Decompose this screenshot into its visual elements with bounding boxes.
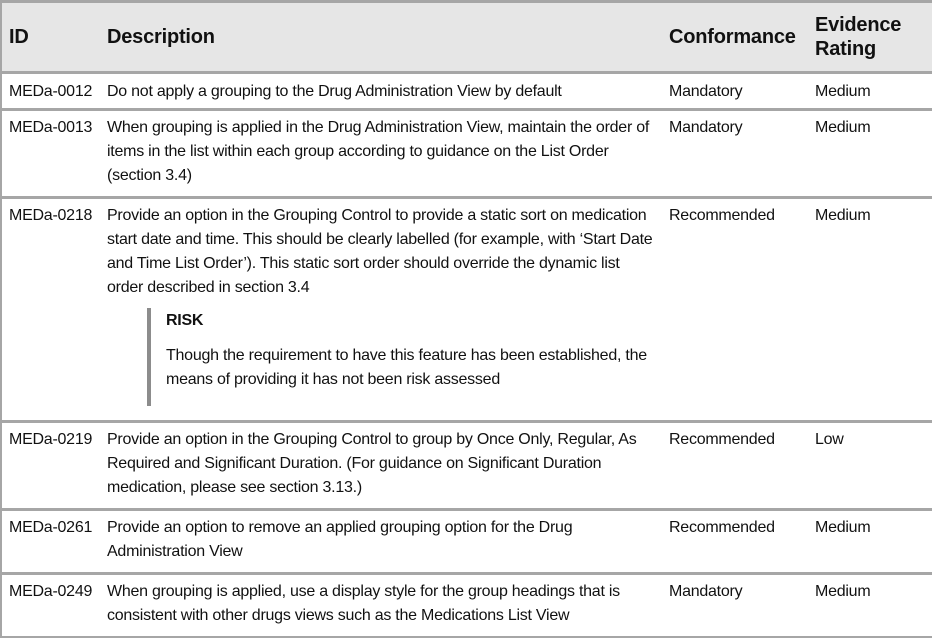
table-row (1, 73, 932, 110)
cell-conformance: Mandatory (669, 119, 743, 136)
header-description: Description (107, 26, 215, 48)
cell-description: Do not apply a grouping to the Drug Administration View by default (107, 83, 562, 100)
cell-description: When grouping is applied, use a display style for the group headings that is consistent with other drugs views such as the Medications List View (107, 583, 620, 624)
cell-evidence-rating: Medium (815, 83, 871, 100)
cell-id: MEDa-0261 (9, 519, 93, 536)
cell-conformance: Recommended (669, 519, 775, 536)
cell-evidence-rating: Low (815, 431, 844, 448)
header-row (1, 2, 932, 73)
table-row (1, 510, 932, 574)
risk-callout (147, 308, 657, 406)
cell-id: MEDa-0249 (9, 583, 93, 600)
header-conformance: Conformance (669, 26, 796, 48)
cell-id: MEDa-0013 (9, 119, 93, 136)
table-row (1, 110, 932, 198)
cell-conformance: Recommended (669, 431, 775, 448)
table-header (1, 2, 932, 73)
cell-id: MEDa-0219 (9, 431, 93, 448)
risk-text: Though the requirement to have this feature has been established, the means of providing it has not been risk assessed (166, 347, 647, 388)
cell-conformance: Mandatory (669, 583, 743, 600)
header-id: ID (9, 26, 29, 48)
cell-conformance: Mandatory (669, 83, 743, 100)
cell-description: When grouping is applied in the Drug Administration View, maintain the order of items in the list within each group according to guidance on the List Order (section 3.4) (107, 119, 650, 184)
table-row (1, 198, 932, 422)
table-row (1, 422, 932, 510)
cell-evidence-rating: Medium (815, 519, 871, 536)
cell-description: Provide an option in the Grouping Control to provide a static sort on medication start date and time. This should be clearly labelled (for example, with ‘Start Date and Time List Order’). This static sort order should override the dynamic list order described in section 3.4 (107, 207, 653, 296)
cell-id: MEDa-0218 (9, 207, 93, 224)
cell-conformance: Recommended (669, 207, 775, 224)
table-body (1, 73, 932, 638)
cell-description: Provide an option in the Grouping Control to group by Once Only, Regular, As Required and Significant Duration. (For guidance on Significant Duration medication, please see section 3.13.) (107, 431, 637, 496)
cell-id: MEDa-0012 (9, 83, 93, 100)
cell-description-with-risk (101, 198, 663, 422)
risk-title: RISK (166, 312, 204, 329)
cell-evidence-rating: Medium (815, 119, 871, 136)
header-evidence-rating: Evidence Rating (815, 14, 902, 60)
cell-description: Provide an option to remove an applied grouping option for the Drug Administration View (107, 519, 573, 560)
table-row (1, 574, 932, 638)
cell-evidence-rating: Medium (815, 207, 871, 224)
cell-evidence-rating: Medium (815, 583, 871, 600)
